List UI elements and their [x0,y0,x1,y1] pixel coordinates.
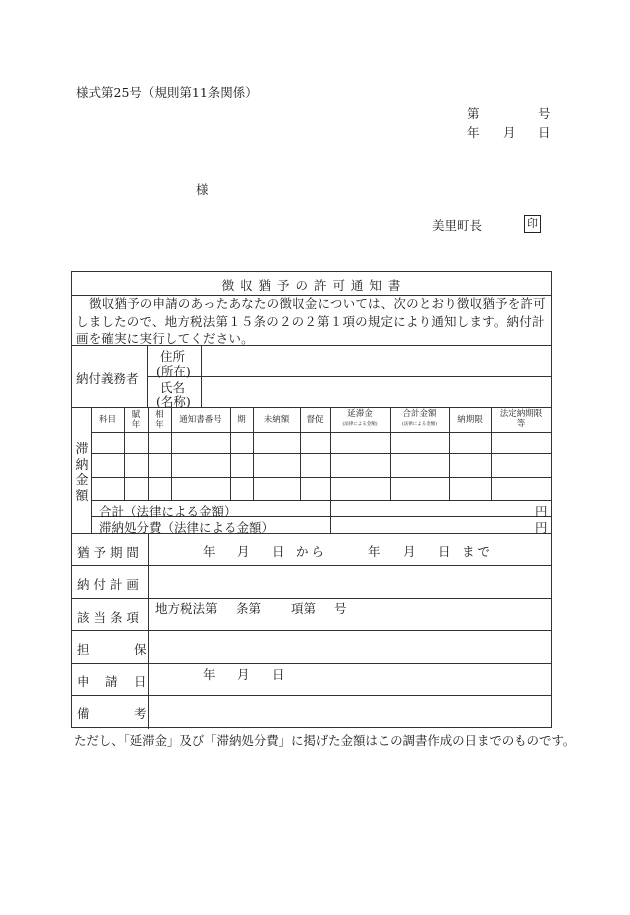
col-demand: 督促 [306,415,324,425]
col-applicable-year: 相 年 [155,410,164,430]
name-label-sub: (名称) [156,394,191,409]
name-label: 氏名 [160,380,186,395]
total-yen: 円 [535,504,548,519]
arrears-vertical-label: 滞 納 金 額 [75,442,89,504]
application-label-2: 請 [105,674,118,689]
period-from-month: 月 [237,544,250,559]
footer-note: ただし、「延滞金」及び「滞納処分費」に掲げた金額はこの調書作成の日までのものです。 [74,733,576,748]
col-unpaid: 未納額 [263,415,290,425]
col-due-date: 納期限 [457,415,483,425]
col-subject: 科目 [98,415,116,425]
clause-article: 条第 [236,601,262,616]
issuer-name: 美里町長 [432,218,483,233]
intro-paragraph: 徴収猶予の申請のあったあなたの徴収金については、次のとおり徴収猶予を許可しましたので、地方税法第１５条の２の２第１項の規定により通知します。納付計画を確実に実行してください。 [76,296,546,346]
form-number-label: 様式第25号（規則第11条関係） [76,85,258,100]
remarks-label-1: 備 [77,706,90,721]
addressee-suffix: 様 [196,182,209,197]
col-levy-year: 賦 年 [131,410,141,430]
application-day: 日 [272,667,285,682]
number-suffix: 号 [538,106,551,121]
fee-yen: 円 [535,520,548,535]
date-year: 年 [467,125,480,140]
security-field[interactable] [150,632,549,661]
clause-item: 号 [334,601,347,616]
seal-mark: 印 [524,215,541,233]
period-from-year: 年 [203,544,216,559]
address-label-sub: (所在) [156,364,191,379]
col-period: 期 [237,415,246,425]
date-month: 月 [503,125,516,140]
period-to-day: 日 [438,544,451,559]
application-label-1: 申 [77,674,90,689]
payer-label: 納付義務者 [76,371,139,386]
application-month: 月 [237,667,250,682]
col-late-fee: 延滞金 (法律による金額) [342,409,378,427]
address-label: 住所 [160,349,186,364]
period-label: 猶 予 期 間 [77,545,139,560]
name-field[interactable] [203,379,549,406]
security-label-1: 担 [77,642,90,657]
total-label: 合計（法律による金額） [99,504,237,519]
period-to-month: 月 [403,544,416,559]
number-prefix: 第 [467,106,480,121]
plan-label: 納 付 計 画 [77,577,139,592]
period-from: から [296,544,328,559]
security-label-2: 保 [134,642,147,657]
clause-label: 該 当 条 項 [77,610,139,625]
date-day: 日 [538,125,551,140]
remarks-field[interactable] [150,697,549,727]
period-to-year: 年 [368,544,381,559]
plan-field[interactable] [150,567,549,596]
period-to: まで [462,544,494,559]
col-notice-number: 通知書番号 [179,415,222,425]
permission-notice-form [71,271,552,728]
col-total: 合計金額 (法律による金額) [401,409,438,427]
col-statutory-due: 法定納期限 等 [499,409,543,429]
application-label-3: 日 [134,674,147,689]
remarks-label-2: 考 [134,706,147,721]
period-from-day: 日 [272,544,285,559]
address-field[interactable] [203,348,549,375]
application-year: 年 [203,667,216,682]
form-title: 徴 収 猶 予 の 許 可 通 知 書 [221,278,402,293]
clause-paragraph: 項第 [291,601,317,616]
fee-label: 滞納処分費（法律による金額） [99,520,275,535]
clause-law: 地方税法第 [155,601,218,616]
